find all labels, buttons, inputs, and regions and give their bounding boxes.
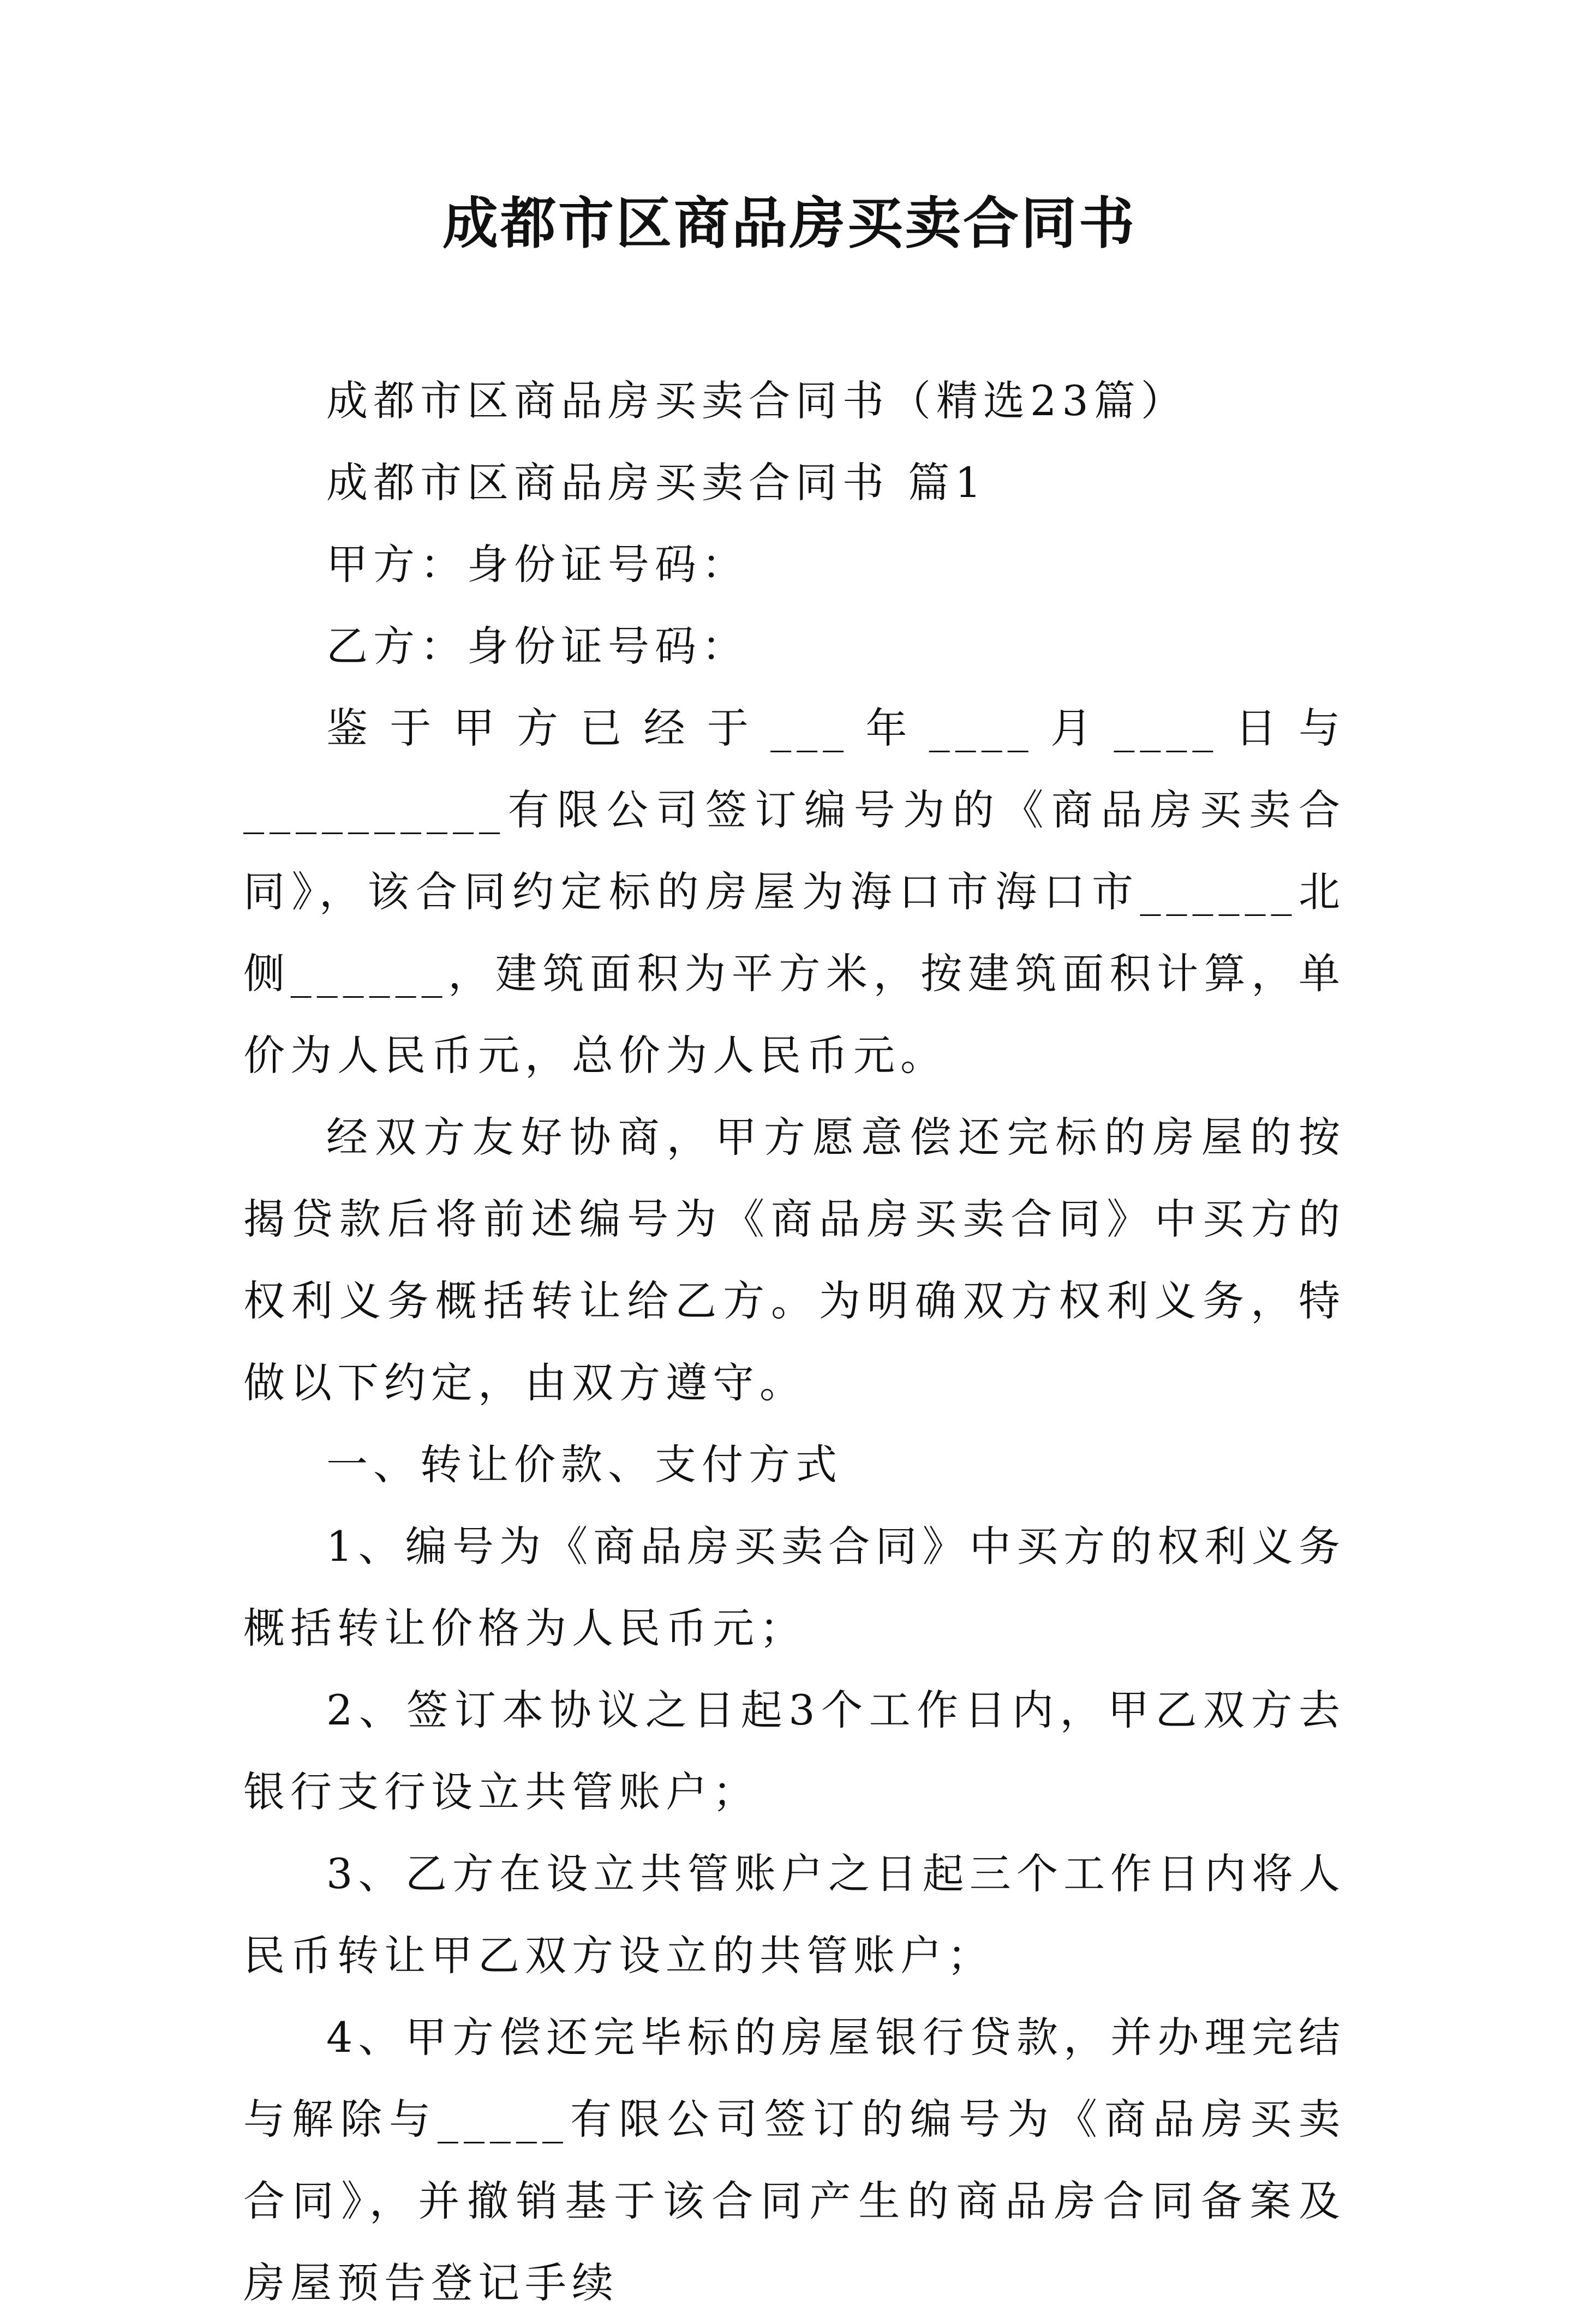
paragraph-clause-4: 4、甲方偿还完毕标的房屋银行贷款，并办理完结与解除与_____有限公司签订的编号为《商品房买卖合同》，并撤销基于该合同产生的商品房合同备案及房屋预告登记手续	[243, 2013, 1345, 2307]
paragraph-agreement: 经双方友好协商，甲方愿意偿还完标的房屋的按揭贷款后将前述编号为《商品房买卖合同》中买方的权利义务概括转让给乙方。为明确双方权利义务，特做以下约定，由双方遵守。	[243, 1113, 1345, 1407]
paragraph-subtitle: 成都市区商品房买卖合同书（精选23篇）	[326, 376, 1188, 425]
document-title: 成都市区商品房买卖合同书	[442, 191, 1137, 256]
paragraph-clause-1: 1、编号为《商品房买卖合同》中买方的权利义务概括转让价格为人民币元；	[243, 1522, 1345, 1652]
paragraph-clause-2: 2、签订本协议之日起3个工作日内，甲乙双方去银行支行设立共管账户；	[243, 1686, 1345, 1816]
paragraph-party-a: 甲方：身份证号码：	[326, 540, 749, 589]
paragraph-preamble: 鉴于甲方已经于___年____月____日与__________有限公司签订编号为的《商品房买卖合同》，该合同约定标的房屋为海口市海口市______北侧______，建筑面积为平方米，按建筑面积计算，单价为人民币元，总价为人民币元。	[243, 704, 1345, 1080]
paragraph-clause-3: 3、乙方在设立共管账户之日起三个工作日内将人民币转让甲乙双方设立的共管账户；	[243, 1849, 1345, 1980]
document-body	[243, 360, 1345, 2324]
paragraph-clause-heading: 一、转让价款、支付方式	[326, 1440, 842, 1489]
paragraph-party-b: 乙方：身份证号码：	[326, 622, 749, 670]
paragraph-section-heading: 成都市区商品房买卖合同书 篇1	[326, 458, 987, 507]
